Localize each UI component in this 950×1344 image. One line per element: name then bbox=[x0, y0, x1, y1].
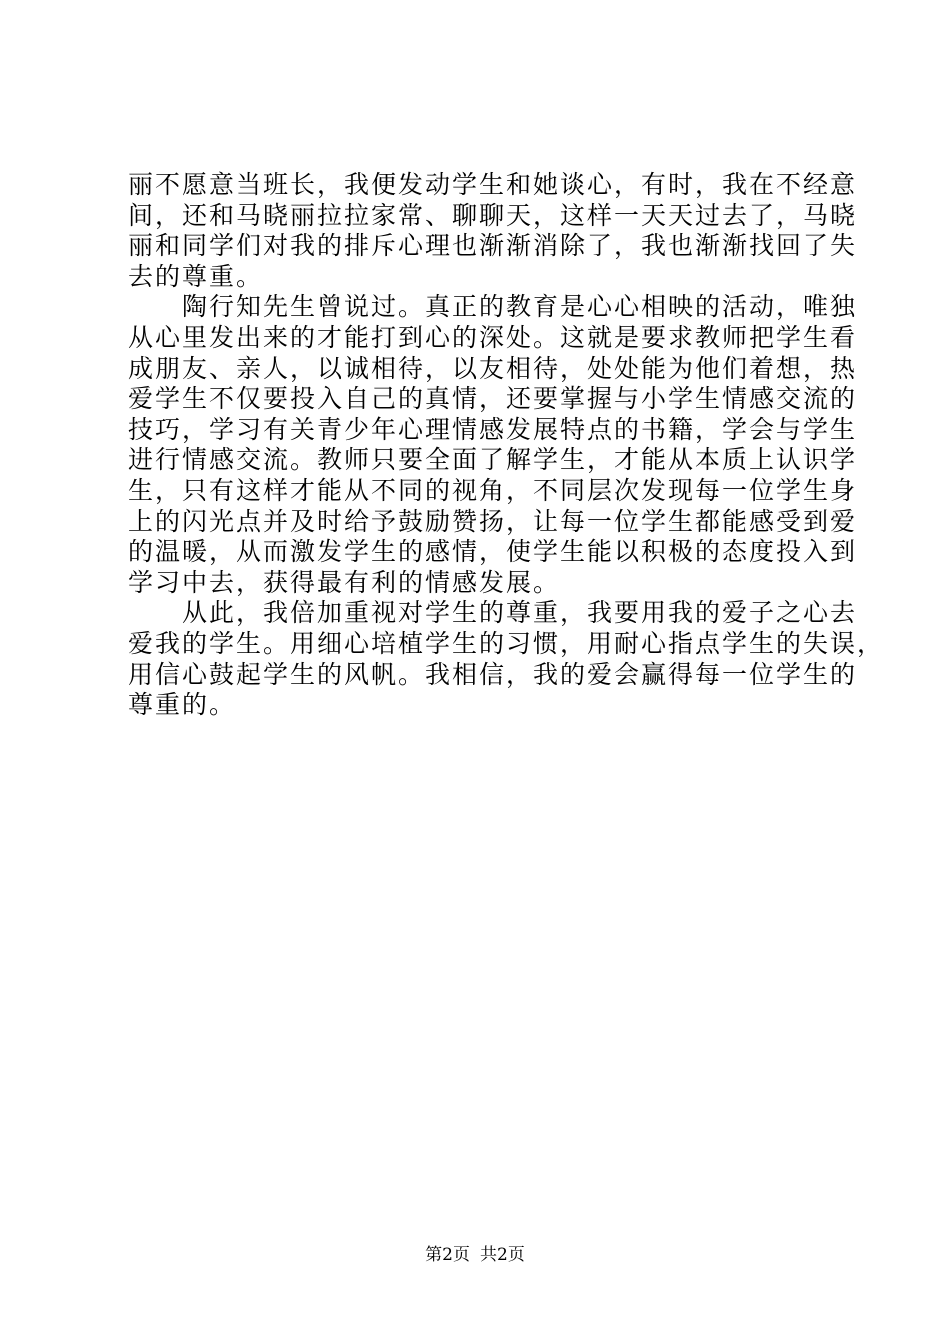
text-line: 尊重的。 bbox=[128, 690, 237, 720]
text-line: 技巧，学习有关青少年心理情感发展特点的书籍，学会与学生 bbox=[128, 414, 858, 444]
text-line: 间，还和马晓丽拉拉家常、聊聊天，这样一天天过去了，马晓 bbox=[128, 200, 858, 230]
text-line: 学习中去，获得最有利的情感发展。 bbox=[128, 567, 561, 597]
text-line: 生，只有这样才能从不同的视角，不同层次发现每一位学生身 bbox=[128, 475, 858, 505]
paragraph-1 bbox=[128, 170, 858, 292]
page-footer bbox=[0, 1244, 950, 1266]
text-line: 进行情感交流。教师只要全面了解学生，才能从本质上认识学 bbox=[128, 445, 858, 475]
text-line: 丽和同学们对我的排斥心理也渐渐消除了，我也渐渐找回了失 bbox=[128, 231, 858, 261]
page-total: 共2页 bbox=[480, 1245, 525, 1265]
text-line: 成朋友、亲人，以诚相待，以友相待，处处能为他们着想，热 bbox=[128, 353, 858, 383]
text-line: 从此，我倍加重视对学生的尊重，我要用我的爱子之心去 bbox=[128, 598, 858, 628]
document-body bbox=[128, 170, 885, 721]
text-line: 上的闪光点并及时给予鼓励赞扬，让每一位学生都能感受到爱 bbox=[128, 506, 858, 536]
page-number: 第2页 bbox=[425, 1245, 470, 1265]
text-line: 丽不愿意当班长，我便发动学生和她谈心，有时，我在不经意 bbox=[128, 170, 858, 199]
paragraph-3 bbox=[128, 598, 885, 720]
paragraph-2 bbox=[128, 292, 858, 598]
text-line: 爱学生不仅要投入自己的真情，还要掌握与小学生情感交流的 bbox=[128, 384, 858, 414]
text-line: 陶行知先生曾说过。真正的教育是心心相映的活动，唯独 bbox=[128, 292, 858, 322]
text-line: 用信心鼓起学生的风帆。我相信，我的爱会赢得每一位学生的 bbox=[128, 659, 858, 689]
text-line: 的温暖，从而激发学生的感情，使学生能以积极的态度投入到 bbox=[128, 537, 858, 567]
text-line: 去的尊重。 bbox=[128, 261, 264, 291]
text-line: 爱我的学生。用细心培植学生的习惯，用耐心指点学生的失误， bbox=[128, 628, 885, 658]
text-line: 从心里发出来的才能打到心的深处。这就是要求教师把学生看 bbox=[128, 322, 858, 352]
